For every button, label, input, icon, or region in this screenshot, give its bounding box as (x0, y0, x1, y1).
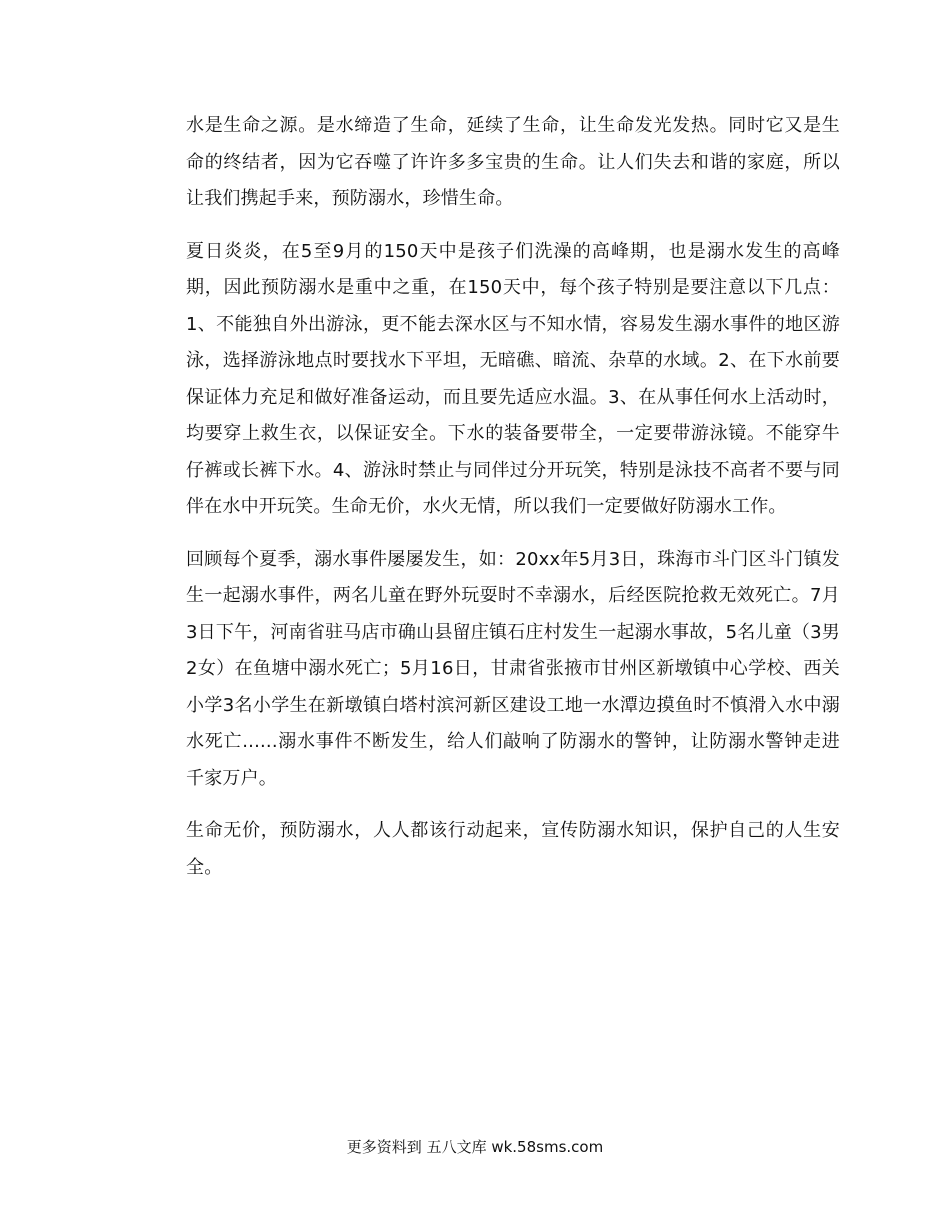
paragraph-conclusion: 生命无价，预防溺水，人人都该行动起来，宣传防溺水知识，保护自己的人生安全。 (186, 820, 840, 878)
paragraph-incidents: 回顾每个夏季，溺水事件屡屡发生，如：20xx年5月3日，珠海市斗门区斗门镇发生一起溺水事件，两名儿童在野外玩耍时不幸溺水，后经医院抢救无效死亡。7月3日下午，河南省驻马店市确山县留庄镇石庄村发生一起溺水事故，5名儿童（3男2女）在鱼塘中溺水死亡；5月16日，甘肃省张掖市甘州区新墩镇中心学校、西关小学3名小学生在新墩镇白塔村滨河新区建设工地一水潭边摸鱼时不慎滑入水中溺水死亡......溺水事件不断发生，给人们敲响了防溺水的警钟，让防溺水警钟走进千家万户。 (186, 548, 840, 789)
page-footer: 更多资料到 五八文库 wk.58sms.com (346, 1138, 604, 1156)
document-body (186, 108, 840, 902)
paragraph-safety-tips: 夏日炎炎，在5至9月的150天中是孩子们洗澡的高峰期，也是溺水发生的高峰期，因此预防溺水是重中之重，在150天中，每个孩子特别是要注意以下几点：1、不能独自外出游泳，更不能去深水区与不知水情，容易发生溺水事件的地区游泳，选择游泳地点时要找水下平坦，无暗礁、暗流、杂草的水域。2、在下水前要保证体力充足和做好准备运动，而且要先适应水温。3、在从事任何水上活动时，均要穿上救生衣，以保证安全。下水的装备要带全，一定要带游泳镜。不能穿牛仔裤或长裤下水。4、游泳时禁止与同伴过分开玩笑，特别是泳技不高者不要与同伴在水中开玩笑。生命无价，水火无情，所以我们一定要做好防溺水工作。 (186, 240, 840, 517)
paragraph-intro: 水是生命之源。是水缔造了生命，延续了生命，让生命发光发热。同时它又是生命的终结者，因为它吞噬了许许多多宝贵的生命。让人们失去和谐的家庭，所以让我们携起手来，预防溺水，珍惜生命。 (186, 115, 840, 209)
